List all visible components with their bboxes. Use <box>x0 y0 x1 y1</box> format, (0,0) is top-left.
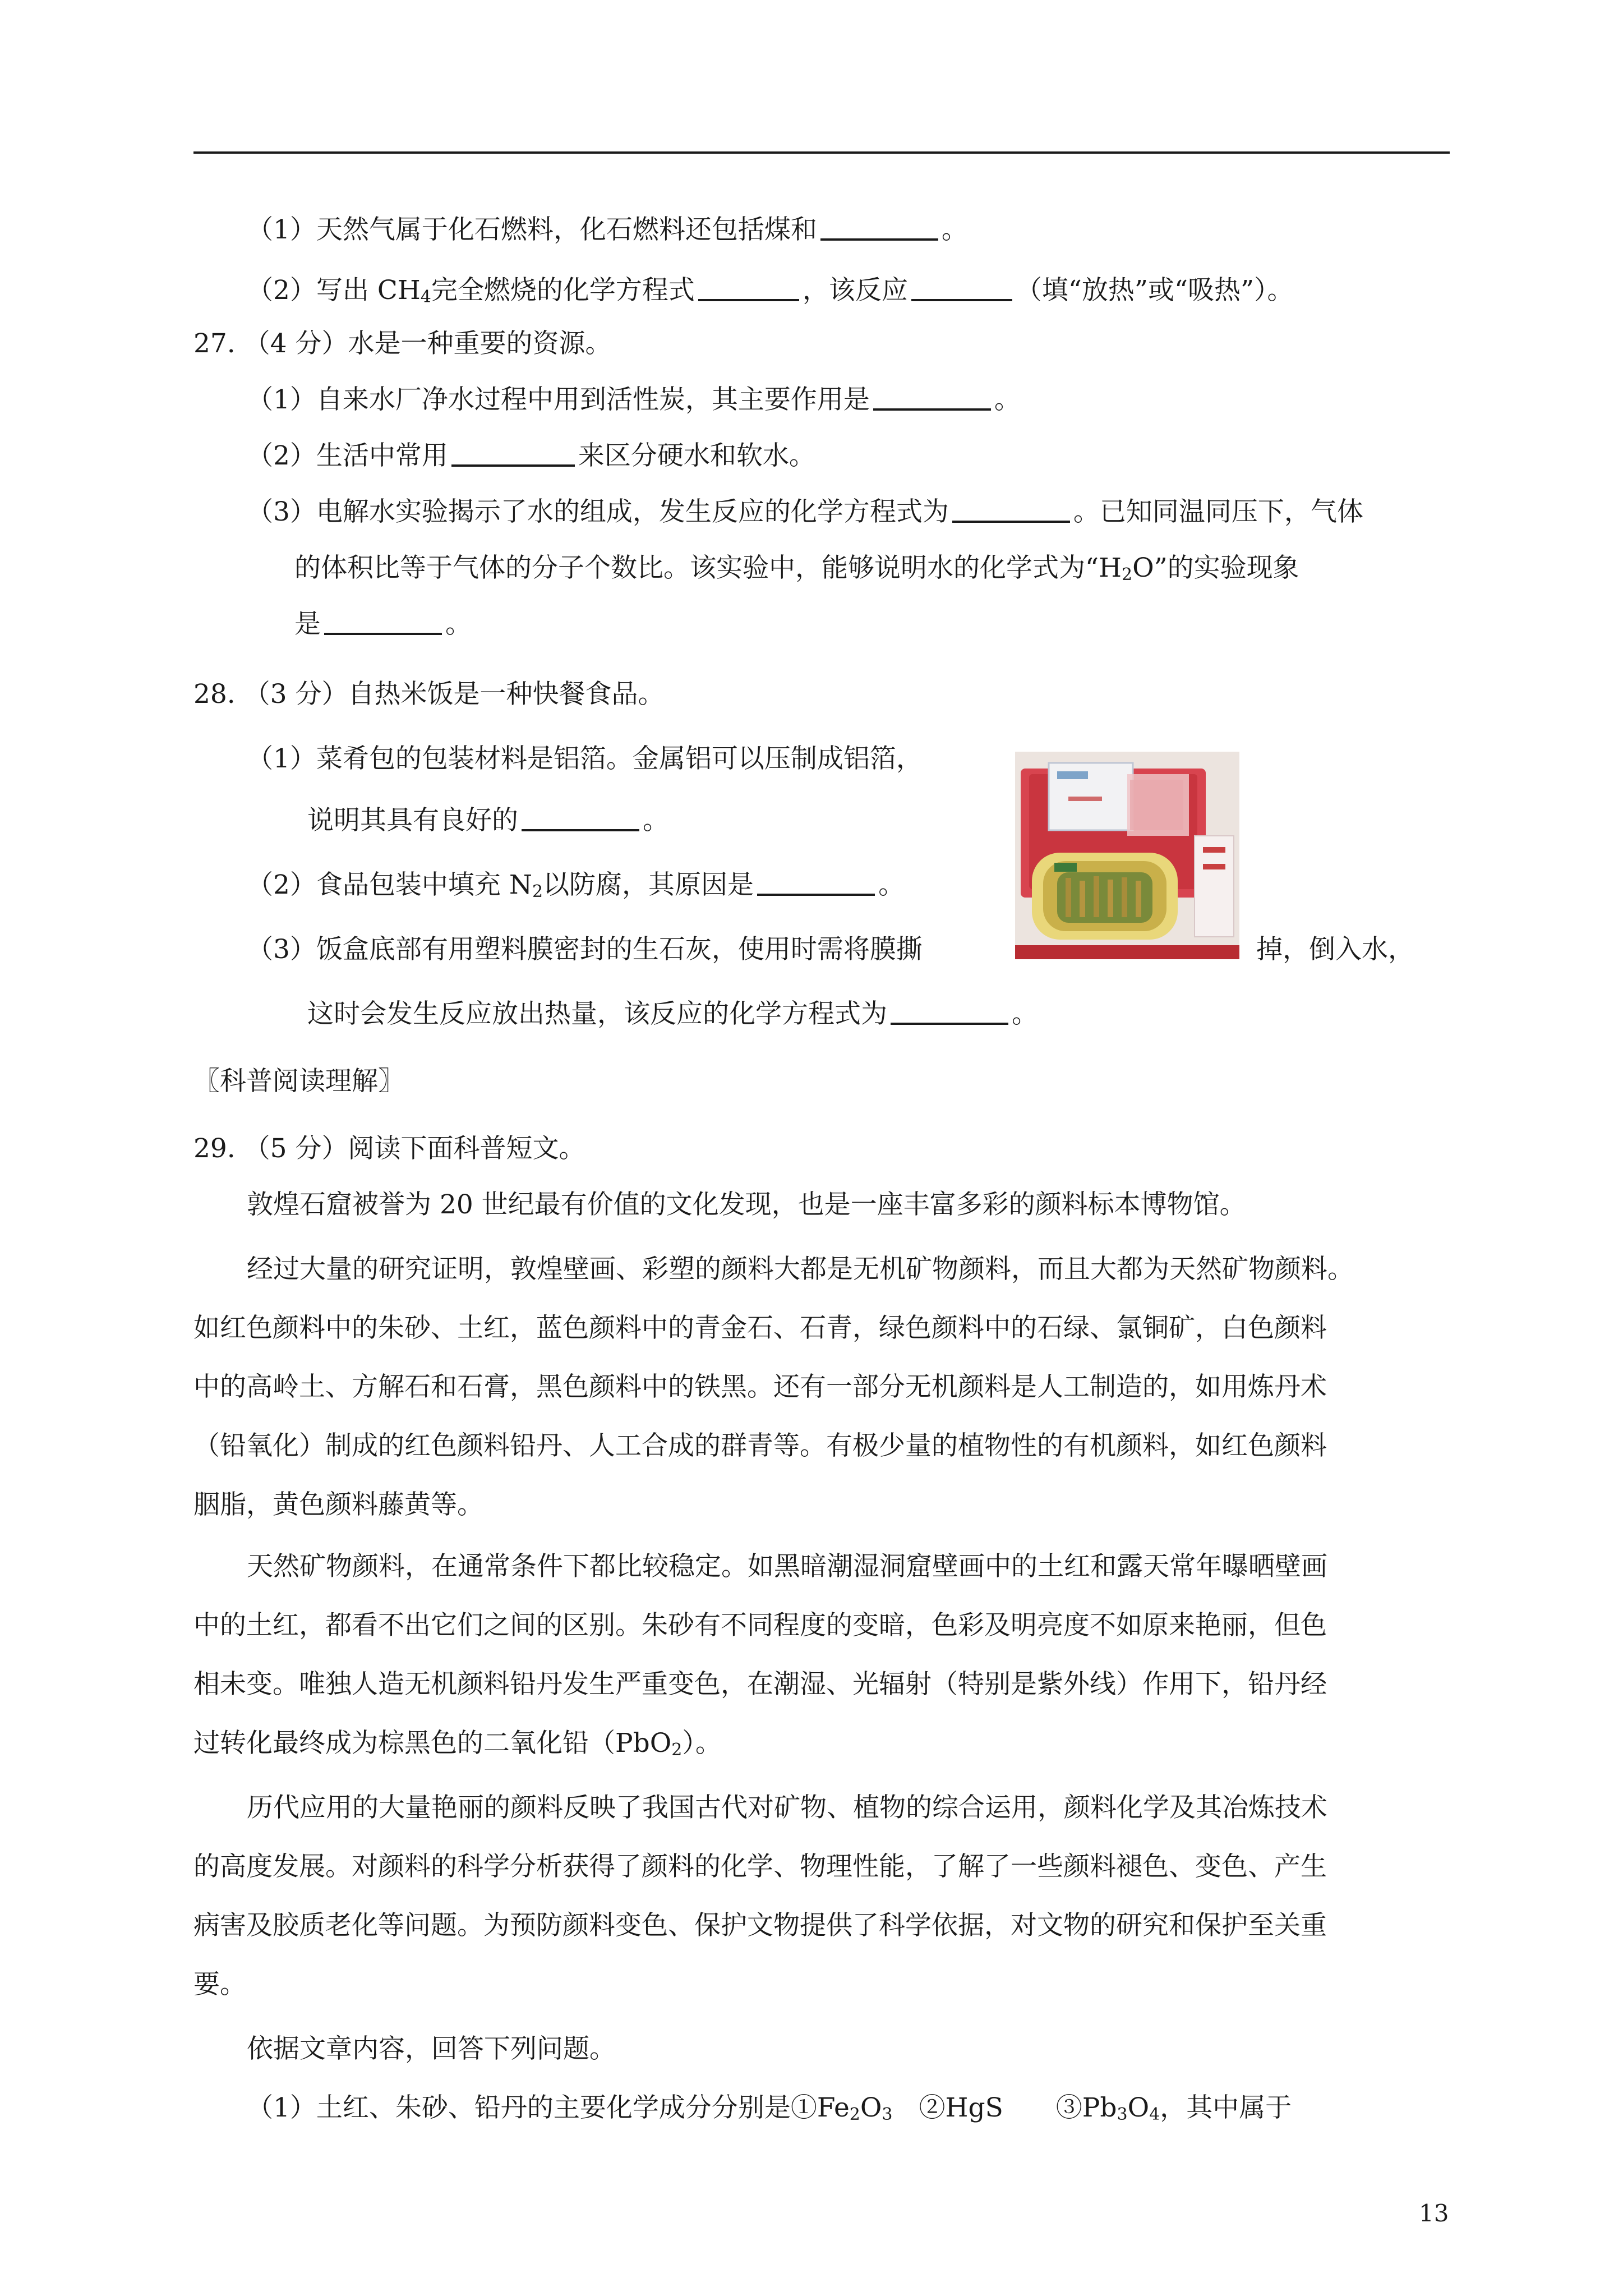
q29-paragraph-4-line-3 <box>193 1909 1327 1943</box>
subscript: 3 <box>1117 2105 1128 2124</box>
q29-paragraph-2-line-5 <box>193 1488 483 1522</box>
q29-paragraph-4-line-4 <box>193 1968 246 2001</box>
text: 依据文章内容，回答下列问题。 <box>247 2033 616 2064</box>
text: 掉，倒入水， <box>1256 934 1414 965</box>
text: 。 <box>994 384 1021 415</box>
answer-blank[interactable] <box>820 238 938 241</box>
answer-blank[interactable] <box>698 298 799 301</box>
q29-instruction <box>247 2032 616 2066</box>
text: 这时会发生反应放出热量，该反应的化学方程式为 <box>307 999 887 1029</box>
text: （填“放热”或“吸热”）。 <box>1015 275 1294 306</box>
subscript: 2 <box>671 1740 683 1760</box>
text: O <box>1127 2092 1150 2123</box>
text: 。 <box>643 805 669 836</box>
subscript: 2 <box>849 2105 860 2124</box>
section-header <box>193 1065 404 1098</box>
header-rule <box>193 151 1450 154</box>
answer-blank[interactable] <box>911 298 1012 301</box>
q29-paragraph-4-line-2 <box>193 1850 1327 1884</box>
text: O”的实验现象 <box>1132 553 1299 583</box>
q27-subquestion-3-end <box>294 608 472 641</box>
q29-paragraph-3-line-2 <box>193 1609 1327 1642</box>
text: 历代应用的大量艳丽的颜料反映了我国古代对矿物、植物的综合运用，颜料化学及其冶炼技术 <box>247 1792 1327 1823</box>
text: 27. （4 分）水是一种重要的资源。 <box>193 328 612 359</box>
text: 胭脂，黄色颜料藤黄等。 <box>193 1489 483 1520</box>
q28-subquestion-2 <box>247 868 905 902</box>
text: 来区分硬水和软水。 <box>578 440 815 471</box>
q28-subquestion-3-right <box>1256 933 1414 967</box>
subscript: 4 <box>420 287 431 307</box>
text: 28. （3 分）自热米饭是一种快餐食品。 <box>193 679 665 710</box>
text: 说明其具有良好的 <box>307 805 518 836</box>
answer-blank[interactable] <box>522 829 639 831</box>
text: 。 <box>941 214 968 245</box>
text: 以防腐，其原因是 <box>543 869 754 900</box>
q29-paragraph-3-line-4 <box>193 1727 722 1760</box>
text: 是 <box>294 609 321 639</box>
text: （铅氧化）制成的红色颜料铅丹、人工合成的群青等。有极少量的植物性的有机颜料，如红色颜料 <box>193 1430 1327 1461</box>
text: 的高度发展。对颜料的科学分析获得了颜料的化学、物理性能，了解了一些颜料褪色、变色、产生 <box>193 1851 1327 1882</box>
text: 。 <box>878 869 905 900</box>
text: 经过大量的研究证明，敦煌壁画、彩塑的颜料大都是无机矿物颜料，而且大都为天然矿物颜料。 <box>247 1254 1354 1285</box>
text: （3）电解水实验揭示了水的组成，发生反应的化学方程式为 <box>247 496 949 527</box>
q28-subquestion-3-cont <box>307 997 1038 1031</box>
answer-blank[interactable] <box>757 893 875 896</box>
subscript: 3 <box>882 2105 893 2124</box>
text: ）。 <box>682 1728 722 1759</box>
q27-subquestion-1 <box>247 383 1021 417</box>
q27-title <box>193 327 612 361</box>
text: （3）饭盒底部有用塑料膜密封的生石灰，使用时需将膜撕 <box>247 934 923 965</box>
q26-subquestion-2 <box>247 274 1294 307</box>
q26-subquestion-1 <box>247 213 968 247</box>
text: 天然矿物颜料，在通常条件下都比较稳定。如黑暗潮湿洞窟壁画中的土红和露天常年曝晒壁画 <box>247 1551 1327 1582</box>
text: 。 <box>445 609 472 639</box>
text: 要。 <box>193 1969 246 2000</box>
text: ②HgS ③Pb <box>892 2092 1117 2123</box>
text: ，其中属于 <box>1160 2092 1292 2123</box>
q29-paragraph-2-line-4 <box>193 1429 1327 1463</box>
q28-subquestion-1 <box>247 742 923 776</box>
page-number: 13 <box>1419 2200 1449 2227</box>
text: 。 <box>1012 999 1038 1029</box>
text: 中的高岭土、方解石和石膏，黑色颜料中的铁黑。还有一部分无机颜料是人工制造的，如用炼丹术 <box>193 1372 1327 1402</box>
subscript: 4 <box>1149 2105 1160 2124</box>
text: 过转化最终成为棕黑色的二氧化铅（PbO <box>193 1728 672 1759</box>
q28-subquestion-1-cont <box>307 804 669 838</box>
answer-blank[interactable] <box>451 464 575 467</box>
text: 如红色颜料中的朱砂、土红，蓝色颜料中的青金石、石青，绿色颜料中的石绿、氯铜矿，白色颜料 <box>193 1313 1327 1343</box>
text: （1）菜肴包的包装材料是铝箔。金属铝可以压制成铝箔， <box>247 743 923 774</box>
self-heating-rice-package-photo-icon <box>1015 752 1239 959</box>
text: （2）生活中常用 <box>247 440 448 471</box>
text: 敦煌石窟被誉为 20 世纪最有价值的文化发现，也是一座丰富多彩的颜料标本博物馆。 <box>247 1189 1246 1220</box>
text: （1）土红、朱砂、铅丹的主要化学成分分别是①Fe <box>247 2092 850 2123</box>
answer-blank[interactable] <box>952 520 1070 523</box>
q27-subquestion-3 <box>247 495 1363 529</box>
text: 中的土红，都看不出它们之间的区别。朱砂有不同程度的变暗，色彩及明亮度不如原来艳丽，但色 <box>193 1610 1327 1641</box>
answer-blank[interactable] <box>891 1022 1008 1025</box>
q28-subquestion-3 <box>247 933 923 967</box>
text: 相未变。唯独人造无机颜料铅丹发生严重变色，在潮湿、光辐射（特别是紫外线）作用下，铅丹经 <box>193 1669 1327 1700</box>
q29-title <box>193 1132 585 1166</box>
text: 。已知同温同压下，气体 <box>1073 496 1363 527</box>
text: ，该反应 <box>802 275 908 306</box>
q29-paragraph-2-line-2 <box>193 1312 1327 1345</box>
text: 病害及胶质老化等问题。为预防颜料变色、保护文物提供了科学依据，对文物的研究和保护至关重 <box>193 1910 1327 1941</box>
q29-paragraph-3-line-3 <box>193 1668 1327 1701</box>
text: （1）天然气属于化石燃料，化石燃料还包括煤和 <box>247 214 817 245</box>
q29-paragraph-1 <box>247 1188 1246 1222</box>
q28-title <box>193 678 665 711</box>
text: 〖科普阅读理解〗 <box>193 1066 404 1097</box>
self-heating-rice-photo <box>1015 752 1239 959</box>
q29-paragraph-2-line-1 <box>247 1253 1354 1286</box>
q27-subquestion-3-cont <box>294 551 1299 585</box>
q29-paragraph-2-line-3 <box>193 1370 1327 1404</box>
subscript: 2 <box>532 882 543 901</box>
text: O <box>860 2092 882 2123</box>
subscript: 2 <box>1122 565 1133 585</box>
text: （2）食品包装中填充 N <box>247 869 532 900</box>
q29-subquestion-1 <box>247 2091 1292 2125</box>
text: （2）写出 CH <box>247 275 421 306</box>
text: 29. （5 分）阅读下面科普短文。 <box>193 1133 585 1164</box>
q27-subquestion-2 <box>247 439 815 473</box>
q29-paragraph-3-line-1 <box>247 1550 1327 1584</box>
q29-paragraph-4-line-1 <box>247 1791 1327 1825</box>
text: （1）自来水厂净水过程中用到活性炭，其主要作用是 <box>247 384 870 415</box>
text: 的体积比等于气体的分子个数比。该实验中，能够说明水的化学式为“H <box>294 553 1122 583</box>
answer-blank[interactable] <box>324 632 442 635</box>
text: 完全燃烧的化学方程式 <box>431 275 695 306</box>
answer-blank[interactable] <box>873 408 991 411</box>
